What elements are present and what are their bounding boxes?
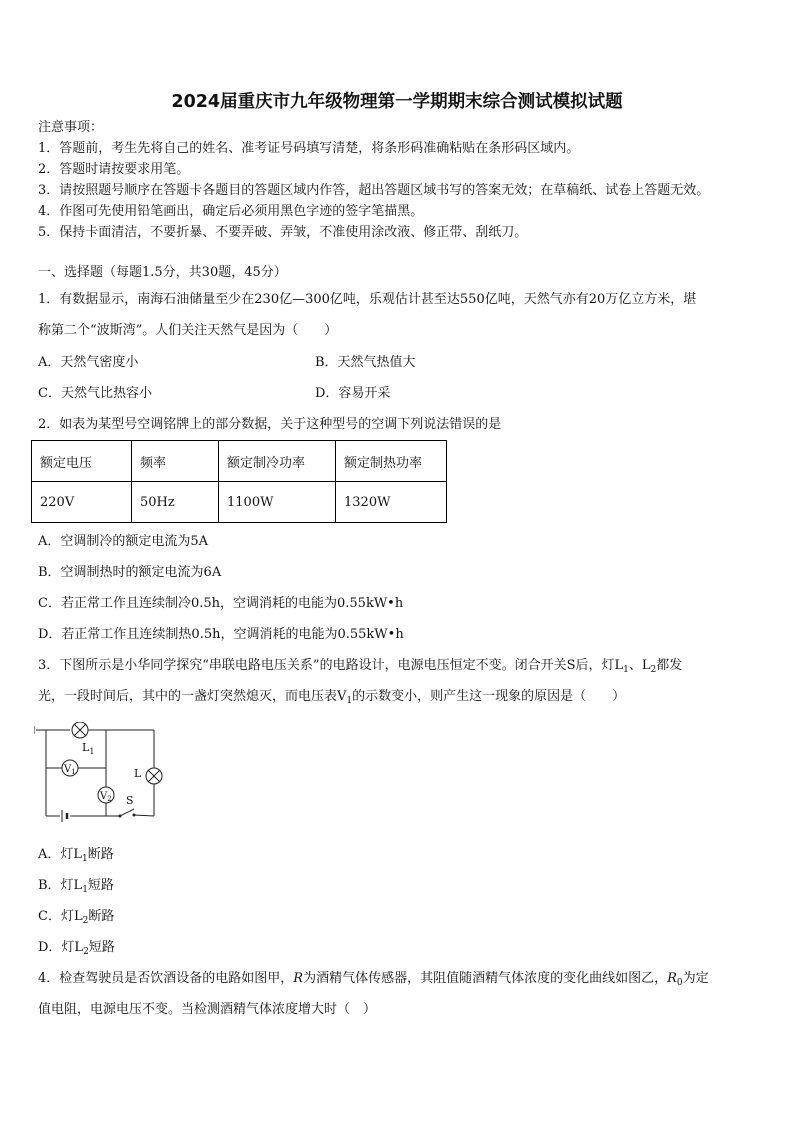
label-s: S — [126, 794, 134, 807]
circuit-diagram — [34, 722, 174, 826]
table-header-cell: 额定制热功率 — [336, 441, 447, 482]
q3-option-c: C．灯$L_2$断路 — [38, 909, 115, 926]
spec-table — [31, 440, 447, 523]
notice-item: 5．保持卡面清洁，不要折暴、不要弄破、弄皱，不准使用涂改液、修正带、刮纸刀。 — [38, 225, 528, 240]
battery-icon — [62, 810, 67, 822]
q1-option-a: A．天然气密度小 — [38, 355, 139, 370]
q3-stem-line1: 3．下图所示是小华同学探究“串联电路电压关系”的电路设计，电源电压恒定不变。闭合开关S后，灯$L_1$、$L_2$都发 — [38, 658, 683, 675]
notice-item: 1．答题前，考生先将自己的姓名、准考证号码填写清楚，将条形码准确粘贴在条形码区域内。 — [38, 141, 580, 156]
label-l: L — [134, 767, 142, 780]
q2-stem: 2．如表为某型号空调铭牌上的部分数据，关于这种型号的空调下列说法错误的是 — [38, 417, 502, 432]
q1-option-c: C．天然气比热容小 — [38, 386, 152, 401]
table-cell: 220V — [32, 482, 132, 523]
q4-stem-line1: 4．检查驾驶员是否饮酒设备的电路如图甲，R为酒精气体传感器，其阻值随酒精气体浓度的变化曲线如图乙，$R_0$为定 — [38, 971, 709, 988]
label-v1: $V_1$ — [64, 764, 76, 776]
notice-item: 3．请按照题号顺序在答题卡各题目的答题区域内作答，超出答题区域书写的答案无效；在草稿纸、试卷上答题无效。 — [38, 183, 710, 198]
q1-stem-line2: 称第二个“波斯湾”。人们关注天然气是因为（ ） — [38, 323, 338, 338]
table-header-cell: 额定电压 — [32, 441, 132, 482]
table-header-cell: 额定制冷功率 — [219, 441, 336, 482]
table-row — [32, 482, 447, 523]
q2-option-a: A．空调制冷的额定电流为5A — [38, 534, 209, 549]
table-cell: 50Hz — [132, 482, 219, 523]
table-cell: 1320W — [336, 482, 447, 523]
q3-option-a: A．灯$L_1$断路 — [38, 847, 114, 864]
section-heading: 一、选择题（每题1.5分，共30题，45分） — [38, 265, 287, 280]
q4-stem-line2: 值电阻，电源电压不变。当检测酒精气体浓度增大时（ ） — [38, 1002, 377, 1017]
label-l1: $L_1$ — [82, 741, 95, 756]
q1-option-d: D．容易开采 — [315, 386, 391, 401]
notice-item: 4．作图可先使用铅笔画出，确定后必须用黑色字迹的签字笔描黑。 — [38, 204, 424, 219]
table-row — [32, 441, 447, 482]
table-cell: 1100W — [219, 482, 336, 523]
q3-stem-line2: 光，一段时间后，其中的一盏灯突然熄灭，而电压表$V_1$的示数变小，则产生这一现象的原因是（ ） — [38, 689, 626, 706]
q2-option-d: D．若正常工作且连续制热0.5h，空调消耗的电能为0.55kW•h — [38, 627, 404, 642]
label-v2: $V_2$ — [100, 791, 112, 803]
switch-icon — [120, 809, 134, 816]
table-header-cell: 频率 — [132, 441, 219, 482]
q3-option-d: D．灯$L_2$短路 — [38, 940, 115, 957]
notice-heading: 注意事项： — [38, 120, 104, 135]
page-title: 2024届重庆市九年级物理第一学期期末综合测试模拟试题 — [171, 92, 623, 112]
q2-option-b: B．空调制热时的额定电流为6A — [38, 565, 222, 580]
notice-item: 2．答题时请按要求用笔。 — [38, 162, 190, 177]
q3-option-b: B．灯$L_1$短路 — [38, 878, 114, 895]
q2-option-c: C．若正常工作且连续制冷0.5h，空调消耗的电能为0.55kW•h — [38, 596, 404, 611]
q1-option-b: B．天然气热值大 — [315, 355, 416, 370]
q1-stem-line1: 1．有数据显示，南海石油储量至少在230亿—300亿吨，乐观估计甚至达550亿吨，天然气亦有20万亿立方米，堪 — [38, 292, 697, 307]
